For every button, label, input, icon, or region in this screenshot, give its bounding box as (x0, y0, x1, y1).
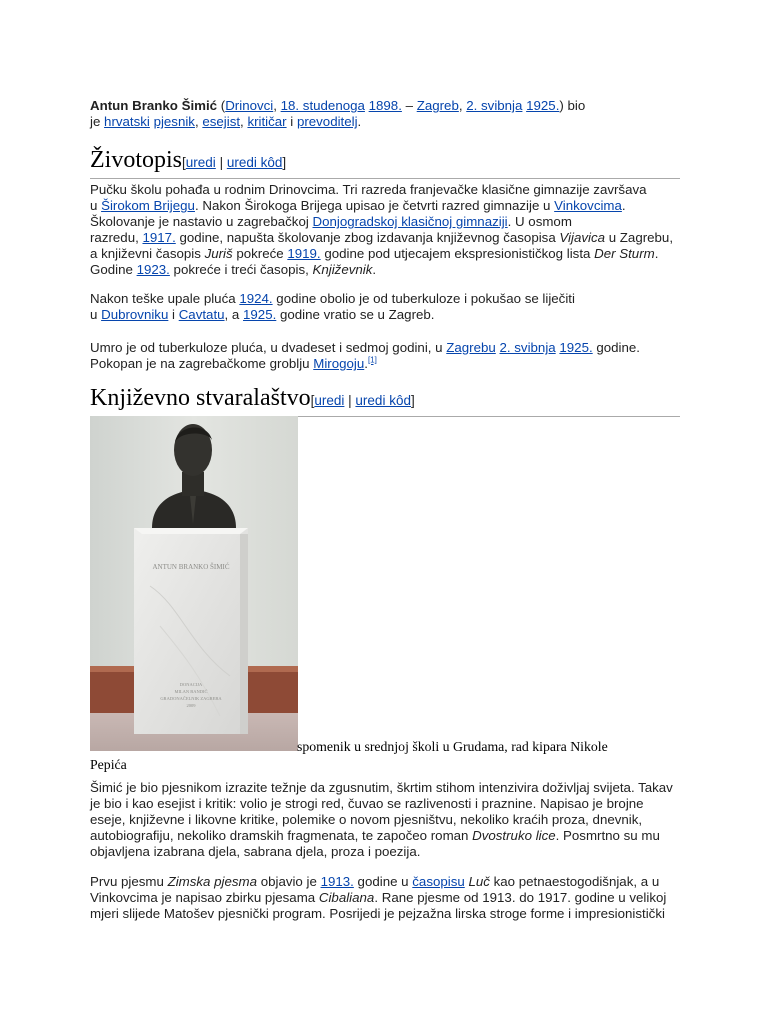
bracket: ] (410, 393, 415, 408)
heading-knjizevno-stvaralastvo (90, 384, 680, 417)
link-drinovci[interactable]: Drinovci (225, 98, 274, 113)
text: , (458, 98, 467, 113)
link-hrvatski[interactable]: hrvatski (104, 114, 150, 129)
text: a književni časopis (90, 246, 205, 261)
text: . (621, 198, 626, 213)
subject-name: Antun Branko Šimić (90, 98, 218, 113)
link-gimnazija[interactable]: Donjogradskoj klasičnoj gimnaziji (312, 214, 508, 229)
text: razredu, (90, 230, 143, 245)
text: . Rane pjesme od 1913. do 1917. godine u velikoj (374, 890, 667, 905)
heading-text: Književno stvaralaštvo (90, 385, 311, 411)
edit-link[interactable]: uredi (314, 393, 345, 408)
paragraph-poetics (90, 780, 690, 860)
reference-link[interactable]: [1] (367, 355, 377, 365)
link-1924[interactable]: 1924. (239, 291, 273, 306)
bust-photo[interactable] (90, 416, 298, 751)
bracket: [ (182, 155, 186, 170)
text: godine pod utjecajem ekspresionističkog lista (320, 246, 595, 261)
text: . (372, 262, 377, 277)
intro-paragraph (90, 98, 690, 130)
link-dubrovnik[interactable]: Dubrovniku (101, 307, 169, 322)
link-birth-date[interactable]: 18. studenoga (280, 98, 365, 113)
link-1925-2[interactable]: 1925. (559, 340, 593, 355)
plinth-inscription: ANTUN BRANKO ŠIMIĆ (152, 563, 230, 571)
text: autobiografiju, nekoliko dramskih fragmenata, te započeo roman (90, 828, 473, 843)
figure-caption-continued: Pepića (90, 757, 127, 772)
link-vinkovci[interactable]: Vinkovcima (554, 198, 622, 213)
text: . (364, 356, 368, 371)
text: Nakon teške upale pluća (90, 291, 240, 306)
paragraph-illness (90, 291, 690, 323)
text: u Zagrebu, (605, 230, 674, 245)
text: u (90, 198, 102, 213)
text: pokreće (232, 246, 288, 261)
text: ( (217, 98, 226, 113)
donation-line-2: MILAN BANDIĆ (174, 689, 208, 694)
text: godine u (353, 874, 413, 889)
text: mjeri slijede Matošev pjesnički program. Posrijedi je pejzažna lirska stroge forme i impresionistički (90, 906, 665, 921)
text: Vinkovcima je napisao zbirku pjesama (90, 890, 319, 905)
text: Pokopan je na zagrebačkome groblju (90, 356, 314, 371)
donation-line-1: DONACIJA (179, 682, 203, 687)
text: Umro je od tuberkuloze pluća, u dvadeset i sedmoj godini, u (90, 340, 447, 355)
text: Prvu pjesmu (90, 874, 168, 889)
title-cibaliana: Cibaliana (318, 890, 375, 905)
text: je (90, 114, 105, 129)
monument-image (90, 416, 298, 751)
link-1923[interactable]: 1923. (136, 262, 170, 277)
paragraph-death (90, 340, 690, 372)
title-zimska-pjesma: Zimska pjesma (167, 874, 257, 889)
link-esejist[interactable]: esejist (202, 114, 241, 129)
title-luc: Luč (468, 874, 490, 889)
text: . (357, 114, 362, 129)
edit-source-link[interactable]: uredi kôd (226, 155, 283, 170)
text: i (286, 114, 297, 129)
link-zagreb[interactable]: Zagreb (416, 98, 459, 113)
link-1913[interactable]: 1913. (320, 874, 354, 889)
figure-caption: spomenik u srednjoj školi u Grudama, rad kipara Nikole (297, 739, 608, 754)
link-death-year[interactable]: 1925. (526, 98, 560, 113)
link-death-date[interactable]: 2. svibnja (466, 98, 523, 113)
heading-zivotopis (90, 146, 680, 179)
text: Pučku školu pohađa u rodnim Drinovcima. Tri razreda franjevačke klasične gimnazije završava (90, 182, 647, 197)
link-1919[interactable]: 1919. (287, 246, 321, 261)
separator: | (344, 393, 356, 408)
text: . U osmom (507, 214, 572, 229)
text: godine, napušta školovanje zbog izdavanja književnog časopisa (175, 230, 560, 245)
text: . Posmrtno su mu (555, 828, 660, 843)
edit-link[interactable]: uredi (185, 155, 216, 170)
edit-source-link[interactable]: uredi kôd (355, 393, 411, 408)
title-juris: Juriš (204, 246, 233, 261)
title-dvostruko-lice: Dvostruko lice (472, 828, 556, 843)
title-der-sturm: Der Sturm (594, 246, 655, 261)
title-knjizevnik: Književnik (312, 262, 373, 277)
separator: | (215, 155, 227, 170)
link-birth-year[interactable]: 1898. (368, 98, 402, 113)
text: , (194, 114, 203, 129)
link-siroki-brijeg[interactable]: Širokom Brijegu (101, 198, 195, 213)
text: eseje, književne i likovne kritike, polemike o novom pjesništvu, nekoliko kraćih proza, dnevnik, (90, 812, 643, 827)
link-casopisu[interactable]: časopisu (412, 874, 465, 889)
link-death-date-2[interactable]: 2. svibnja (499, 340, 556, 355)
link-prevoditelj[interactable]: prevoditelj (296, 114, 358, 129)
text: – (401, 98, 417, 113)
text: , a (224, 307, 244, 322)
text: Školovanje je nastavio u zagrebačkoj (90, 214, 313, 229)
edit-links (311, 393, 415, 408)
text: godine. (592, 340, 640, 355)
text: . (654, 246, 659, 261)
bracket: [ (310, 393, 315, 408)
paragraph-first-poems (90, 874, 690, 922)
text: objavljena izabrana djela, sabrana djela, proza i poezija. (90, 844, 421, 859)
text: godine vratio se u Zagreb. (276, 307, 435, 322)
donation-line-3: GRADONAČELNIK ZAGREBA (160, 696, 222, 701)
link-1917[interactable]: 1917. (142, 230, 176, 245)
bracket: ] (282, 155, 287, 170)
link-mirogoj[interactable]: Mirogoju (313, 356, 365, 371)
link-zagrebu[interactable]: Zagrebu (446, 340, 496, 355)
text: , (240, 114, 248, 129)
text: objavio je (257, 874, 321, 889)
text: godine obolio je od tuberkuloze i pokušao se liječiti (272, 291, 575, 306)
text: kao petnaestogodišnjak, a u (489, 874, 660, 889)
link-1925[interactable]: 1925. (243, 307, 277, 322)
link-cavtat[interactable]: Cavtatu (178, 307, 225, 322)
text: . Nakon Širokoga Brijega upisao je četvrti razred gimnazije u (194, 198, 555, 213)
title-vijavica: Vijavica (559, 230, 606, 245)
text: u (90, 307, 102, 322)
link-kriticar[interactable]: kritičar (247, 114, 287, 129)
text: i (168, 307, 179, 322)
edit-links (182, 155, 286, 170)
paragraph-schooling (90, 182, 690, 278)
link-pjesnik[interactable]: pjesnik (153, 114, 195, 129)
text: pokreće i treći časopis, (169, 262, 313, 277)
text: je bio i kao esejist i kritik: volio je strogi red, čuvao se razlivenosti i praznine. Napisao je brojne (90, 796, 644, 811)
text: Šimić je bio pjesnikom izrazite težnje da zgusnutim, škrtim stihom intenzivira doživljaj svijeta. Takav (90, 780, 673, 795)
text: ) bio (559, 98, 586, 113)
text: Godine (90, 262, 137, 277)
donation-line-4: 2009 (186, 703, 196, 708)
text: , (273, 98, 281, 113)
heading-text: Životopis (90, 147, 183, 173)
